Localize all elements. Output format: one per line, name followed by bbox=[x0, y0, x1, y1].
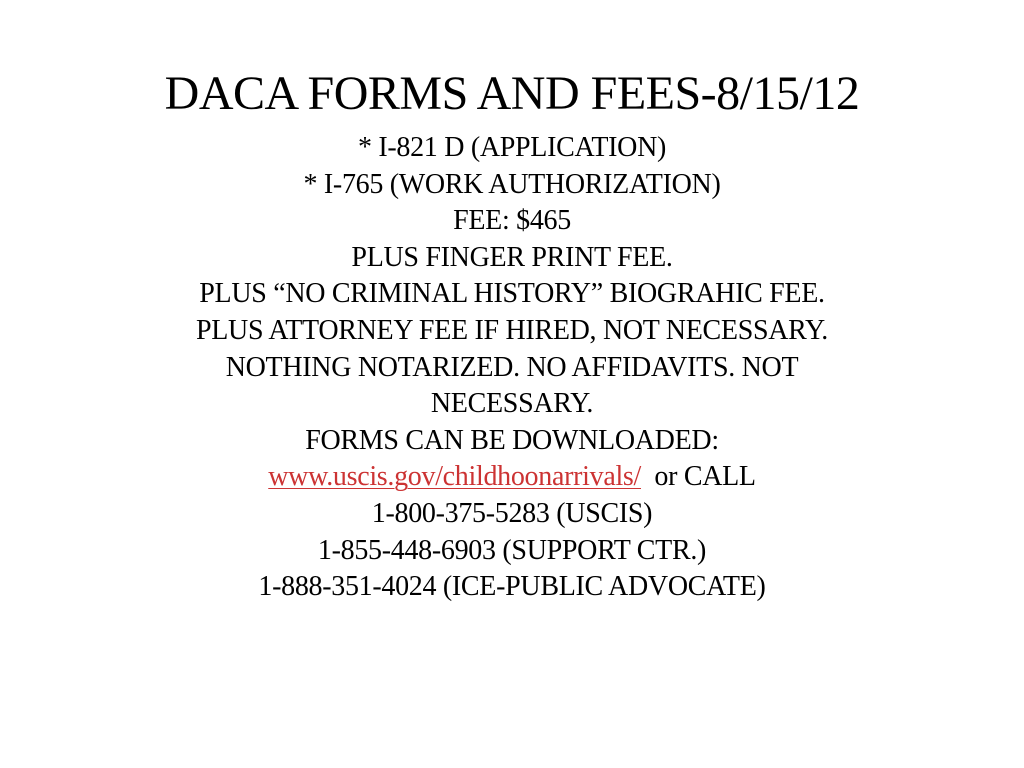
biographic-fee-line: PLUS “NO CRIMINAL HISTORY” BIOGRAHIC FEE. bbox=[199, 278, 825, 310]
link-line bbox=[0, 459, 1024, 496]
download-line: FORMS CAN BE DOWNLOADED: bbox=[305, 424, 719, 456]
slide-body bbox=[0, 130, 1024, 606]
fee-line: FEE: $465 bbox=[453, 205, 571, 237]
or-call-text: or CALL bbox=[654, 461, 756, 493]
form-i821d-line: * I-821 D (APPLICATION) bbox=[357, 132, 667, 163]
form-i765-line: * I-765 (WORK AUTHORIZATION) bbox=[303, 168, 721, 200]
phone-ice-public-advocate: 1-888-351-4024 (ICE-PUBLIC ADVOCATE) bbox=[258, 571, 766, 603]
fingerprint-fee-line: PLUS FINGER PRINT FEE. bbox=[351, 241, 673, 273]
uscis-link[interactable]: www.uscis.gov/childhoonarrivals/ bbox=[268, 461, 641, 493]
notarized-line: NOTHING NOTARIZED. NO AFFIDAVITS. NOT bbox=[225, 351, 799, 383]
phone-support-center: 1-855-448-6903 (SUPPORT CTR.) bbox=[317, 534, 707, 566]
phone-uscis: 1-800-375-5283 (USCIS) bbox=[371, 497, 653, 529]
notarized-line-continued: NECESSARY. bbox=[430, 388, 594, 420]
attorney-fee-line: PLUS ATTORNEY FEE IF HIRED, NOT NECESSARY. bbox=[195, 314, 829, 346]
slide-title: DACA FORMS AND FEES-8/15/12 bbox=[164, 67, 860, 120]
